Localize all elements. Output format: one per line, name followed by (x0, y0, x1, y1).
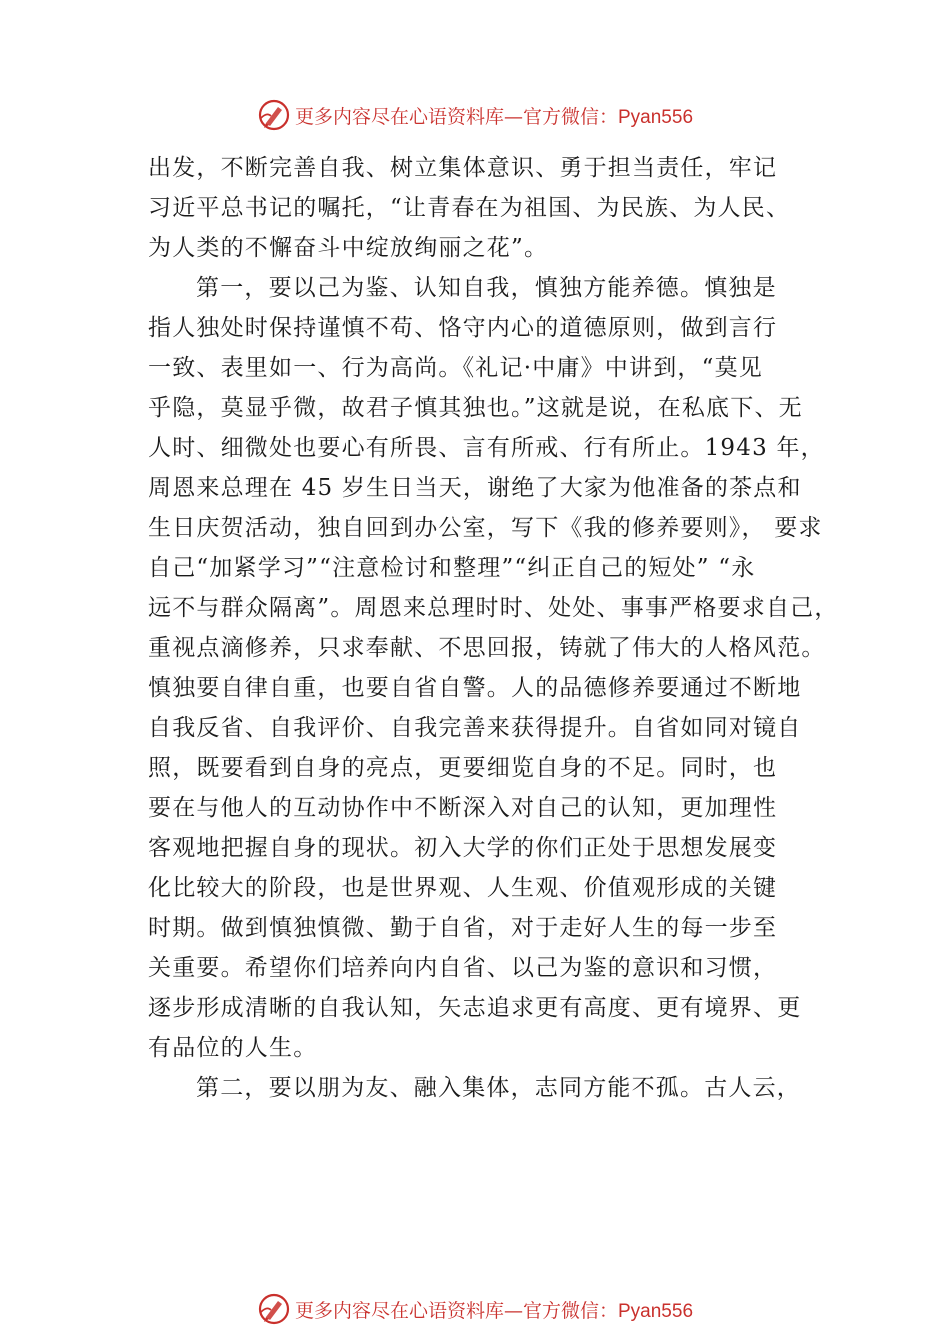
paragraph-start-line: 第一，要以己为鉴、认知自我，慎独方能养德。慎独是 (196, 275, 777, 301)
text-line: 照，既要看到自身的亮点，更要细览自身的不足。同时，也 (148, 755, 778, 781)
pen-logo-icon (257, 98, 291, 132)
text-line: 乎隐，莫显乎微，故君子慎其独也。”这就是说，在私底下、无 (148, 395, 803, 421)
text-line: 生日庆贺活动，独自回到办公室，写下《我的修养要则》， 要求 (148, 515, 823, 541)
text-line: 自己“加紧学习”“注意检讨和整理”“纠正自己的短处” “永 (148, 555, 756, 581)
header-banner (0, 95, 950, 135)
text-line: 习近平总书记的嘱托，“让青春在为祖国、为民族、为人民、 (148, 195, 791, 221)
footer-banner (0, 1289, 950, 1329)
text-line: 慎独要自律自重，也要自省自警。人的品德修养要通过不断地 (148, 675, 802, 701)
paragraph-start-line: 第二，要以朋为友、融入集体，志同方能不孤。古人云， (196, 1075, 801, 1101)
text-line: 为人类的不懈奋斗中绽放绚丽之花”。 (148, 235, 549, 261)
text-line: 远不与群众隔离”。周恩来总理时时、处处、事事严格要求自己， (148, 595, 839, 621)
text-line: 人时、细微处也要心有所畏、言有所戒、行有所止。1943 年， (148, 435, 825, 461)
text-line: 关重要。希望你们培养向内自省、以己为鉴的意识和习惯， (148, 955, 778, 981)
banner-prefix: 更多内容尽在心语资料库—官方微信： (294, 105, 618, 128)
text-line: 重视点滴修养，只求奉献、不思回报，铸就了伟大的人格风范。 (148, 635, 826, 661)
banner-handle: Pyan556 (618, 1300, 694, 1322)
text-line: 周恩来总理在 45 岁生日当天，谢绝了大家为他准备的茶点和 (148, 475, 802, 501)
text-line: 一致、表里如一、行为高尚。《礼记·中庸》中讲到，“莫见 (148, 355, 763, 381)
banner-prefix: 更多内容尽在心语资料库—官方微信： (294, 1299, 618, 1322)
banner-text (295, 102, 693, 129)
document-body (148, 148, 838, 1108)
text-line: 自我反省、自我评价、自我完善来获得提升。自省如同对镜自 (148, 715, 802, 741)
text-line: 指人独处时保持谨慎不苟、恪守内心的道德原则，做到言行 (148, 315, 778, 341)
banner-text (295, 1296, 693, 1323)
text-line: 出发，不断完善自我、树立集体意识、勇于担当责任，牢记 (148, 155, 778, 181)
text-line: 时期。做到慎独慎微、勤于自省，对于走好人生的每一步至 (148, 915, 778, 941)
pen-logo-icon (257, 1292, 291, 1326)
text-line: 客观地把握自身的现状。初入大学的你们正处于思想发展变 (148, 835, 778, 861)
text-line: 要在与他人的互动协作中不断深入对自己的认知，更加理性 (148, 795, 778, 821)
text-line: 有品位的人生。 (148, 1035, 318, 1061)
text-line: 化比较大的阶段，也是世界观、人生观、价值观形成的关键 (148, 875, 778, 901)
banner-handle: Pyan556 (618, 106, 694, 128)
text-line: 逐步形成清晰的自我认知，矢志追求更有高度、更有境界、更 (148, 995, 802, 1021)
